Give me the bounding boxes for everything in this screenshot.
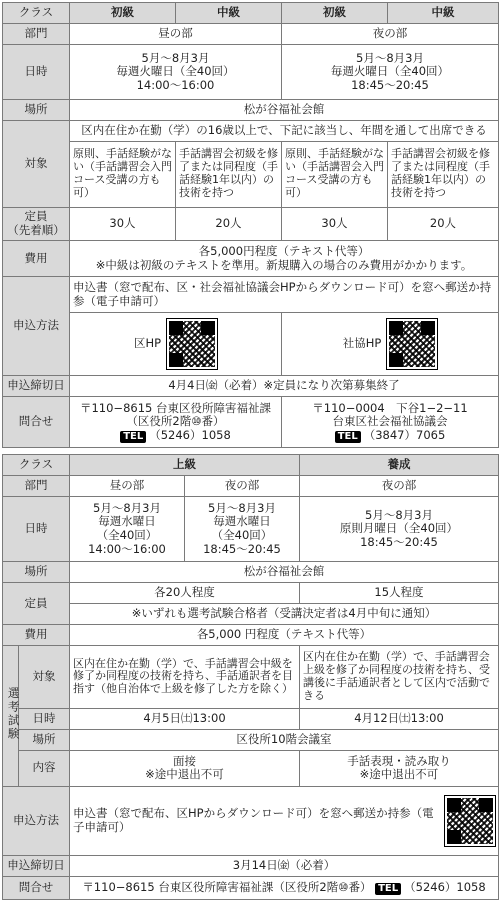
exam-date-advanced: 4月5日㈯13:00: [70, 708, 300, 729]
contact-council-tel: （3847）7065: [363, 427, 446, 442]
capacity-beginner-night: 30人: [282, 207, 388, 241]
place-value: 松が谷福祉会館: [70, 99, 499, 120]
advanced-training-table: [2, 454, 499, 900]
exam-target-training: 区内在住か在勤（学）で、手話講習会上級を修了か同程度の技術を持ち、受講後に手話通訳者として区内で活動できる: [300, 645, 499, 708]
exam-content-label: 内容: [19, 750, 70, 786]
exam-target-advanced: 区内在住か在勤（学）で、手話講習会中級を修了か同程度の技術を持ち、手話通訳者を目指す（他自治体で上級を修了した方を除く）: [70, 645, 300, 708]
exam-place-value: 区役所10階会議室: [70, 729, 499, 750]
apply-value: 申込書（窓で配布、区HPからダウンロード可）を窓へ郵送か持参（電子申請可）: [73, 806, 434, 834]
capacity-beginner-day: 30人: [70, 207, 176, 241]
date-advanced-night: 5月〜8月3月 毎週水曜日 （全40回） 18:45〜20:45: [185, 496, 300, 561]
beginner-intermediate-table: [2, 2, 499, 448]
deadline-label: 申込締切日: [3, 855, 70, 876]
deadline-label: 申込締切日: [3, 376, 70, 397]
deadline-value: 3月14日㈮（必着）: [70, 855, 499, 876]
class-advanced: 上級: [70, 455, 300, 476]
class-beginner-night: 初級: [282, 3, 388, 24]
exam-date-label: 日時: [19, 708, 70, 729]
date-label: 日時: [3, 45, 70, 100]
dept-training-night: 夜の部: [300, 475, 499, 496]
target-intermediate-day: 手話講習会初級を修了または同程度（手話経験1年以内）の技術を持つ: [176, 142, 282, 207]
tel-icon: TEL: [120, 431, 146, 443]
tel-icon: TEL: [335, 431, 361, 443]
contact-council: [282, 397, 499, 448]
qr-code-icon[interactable]: [167, 319, 217, 369]
deadline-value: 4月4日㈮（必着）※定員になり次第募集終了: [70, 376, 499, 397]
capacity-note: ※いずれも選考試験合格者（受講決定者は4月中旬に通知）: [70, 604, 499, 625]
dept-advanced-night: 夜の部: [185, 475, 300, 496]
qr-city-label: 区HP: [133, 336, 162, 351]
apply-label: 申込方法: [3, 277, 70, 376]
exam-date-training: 4月12日㈯13:00: [300, 708, 499, 729]
target-intermediate-night: 手話講習会初級を修了または同程度（手話経験1年以内）の技術を持つ: [388, 142, 499, 207]
contact-label: 問合せ: [3, 397, 70, 448]
qr-code-icon[interactable]: [445, 796, 495, 846]
dept-day: 昼の部: [70, 24, 282, 45]
date-label: 日時: [3, 496, 70, 561]
contact-label: 問合せ: [3, 876, 70, 899]
apply-cell: [70, 786, 499, 855]
apply-value: 申込書（窓で配布、区・社会福祉協議会HPからダウンロード可）を窓へ郵送か持参（電子申請可）: [70, 277, 499, 313]
exam-target-label: 対象: [19, 645, 70, 708]
class-training: 養成: [300, 455, 499, 476]
tel-icon: TEL: [375, 883, 401, 895]
qr-council-label: 社協HP: [342, 336, 382, 351]
class-header-label: クラス: [3, 455, 70, 476]
class-beginner-day: 初級: [70, 3, 176, 24]
place-label: 場所: [3, 99, 70, 120]
date-day: 5月〜8月3月 毎週火曜日（全40回） 14:00〜16:00: [70, 45, 282, 100]
contact-city-tel: （5246）1058: [149, 427, 231, 442]
target-common: 区内在住か在勤（学）の16歳以上で、下記に該当し、年間を通して出席できる: [70, 121, 499, 142]
dept-advanced-day: 昼の部: [70, 475, 185, 496]
contact-tel: （5246）1058: [404, 880, 486, 895]
capacity-intermediate-night: 20人: [388, 207, 499, 241]
dept-label: 部門: [3, 475, 70, 496]
exam-content-advanced: 面接 ※途中退出不可: [70, 750, 300, 786]
exam-label: [3, 645, 19, 786]
place-value: 松が谷福祉会館: [70, 562, 499, 583]
target-label: 対象: [3, 121, 70, 207]
fee-label: 費用: [3, 624, 70, 645]
date-training: 5月〜8月3月 原則月曜日（全40回） 18:45〜20:45: [300, 496, 499, 561]
contact-city-address: 〒110−8615 台東区役所障害福祉課 （区役所2階⑩番）: [79, 400, 271, 429]
fee-label: 費用: [3, 241, 70, 277]
class-header-label: クラス: [3, 3, 70, 24]
qr-city-cell: [70, 312, 282, 375]
date-night: 5月〜8月3月 毎週火曜日（全40回） 18:45〜20:45: [282, 45, 499, 100]
contact-address: 〒110−8615 台東区役所障害福祉課（区役所2階⑩番）: [82, 880, 372, 895]
contact-cell: [70, 876, 499, 899]
date-advanced-day: 5月〜8月3月 毎週水曜日 （全40回） 14:00〜16:00: [70, 496, 185, 561]
capacity-label: 定員 （先着順）: [3, 207, 70, 241]
contact-city: [70, 397, 282, 448]
qr-council-cell: [282, 312, 499, 375]
capacity-label: 定員: [3, 583, 70, 625]
dept-label: 部門: [3, 24, 70, 45]
capacity-intermediate-day: 20人: [176, 207, 282, 241]
fee-value: 各5,000 円程度（テキスト代等）: [70, 624, 499, 645]
target-beginner-day: 原則、手話経験がない（手話講習会入門コース受講の方も可）: [70, 142, 176, 207]
class-intermediate-day: 中級: [176, 3, 282, 24]
contact-council-address: 〒110−0004 下谷1−2−11 台東区社会福祉協議会: [312, 400, 468, 429]
exam-place-label: 場所: [19, 729, 70, 750]
capacity-training: 15人程度: [300, 583, 499, 604]
qr-code-icon[interactable]: [387, 319, 437, 369]
place-label: 場所: [3, 562, 70, 583]
exam-label-text: 選考試験: [6, 686, 21, 741]
class-intermediate-night: 中級: [388, 3, 499, 24]
exam-content-training: 手話表現・読み取り ※途中退出不可: [300, 750, 499, 786]
capacity-advanced: 各20人程度: [70, 583, 300, 604]
dept-night: 夜の部: [282, 24, 499, 45]
fee-value: 各5,000円程度（テキスト代等） ※中級は初級のテキストを準用。新規購入の場合のみ費用がかかります。: [70, 241, 499, 277]
target-beginner-night: 原則、手話経験がない（手話講習会入門コース受講の方も可）: [282, 142, 388, 207]
apply-label: 申込方法: [3, 786, 70, 855]
